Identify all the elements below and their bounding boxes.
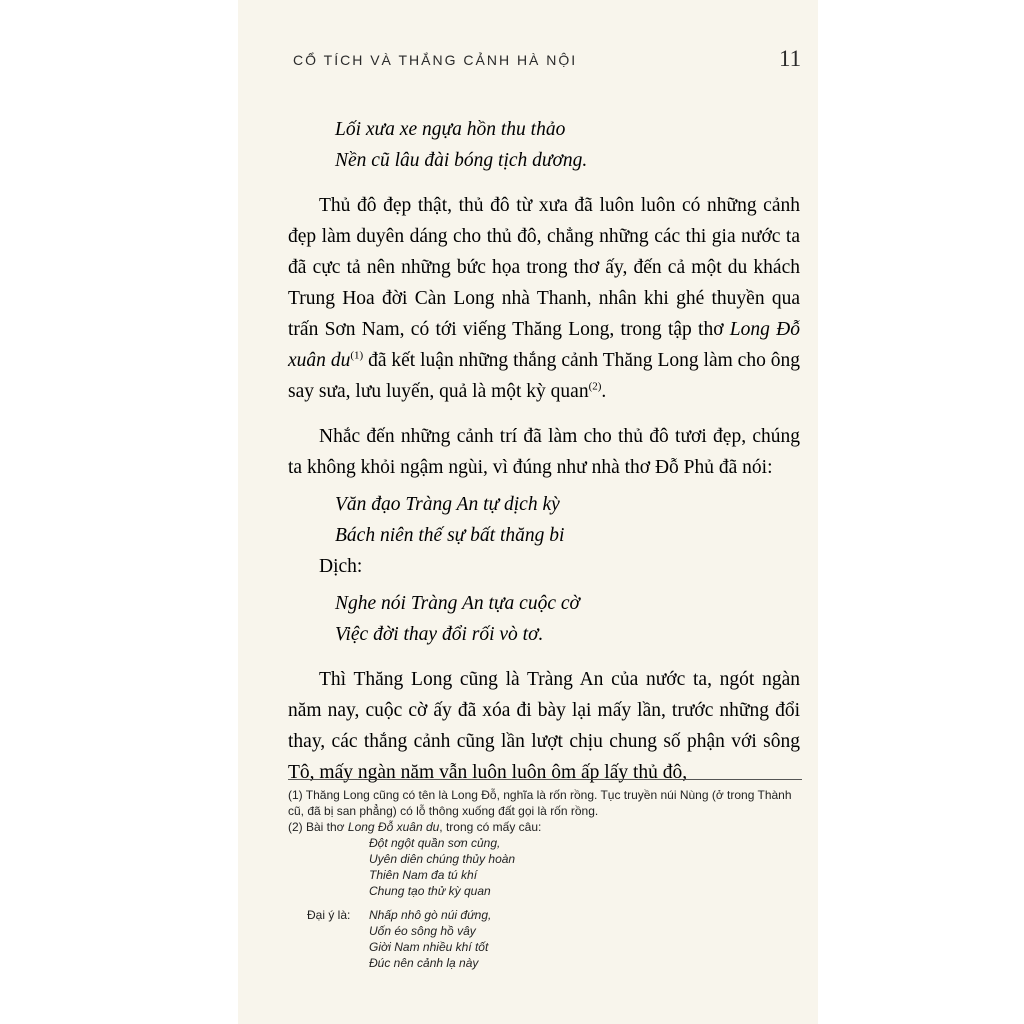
verse-line: Uốn éo sông hồ vây [369,924,476,938]
footnote-verse [288,835,804,899]
verse-line: Nghe nói Tràng An tựa cuộc cờ [335,593,580,614]
footnote-divider [288,779,802,780]
paragraph-text: . [601,381,607,402]
footnote-text: , trong có mấy câu: [439,820,542,834]
verse-line: Đúc nên cảnh lạ này [369,956,479,970]
page-number: 11 [779,46,802,71]
meaning-label: Đại ý là: [307,908,351,922]
footnote-text: (2) Bài thơ [288,820,348,834]
verse-line: Thiên Nam đa tú khí [369,868,478,882]
running-header [293,46,863,76]
footnote-2 [288,819,804,835]
running-title: CỔ TÍCH VÀ THẮNG CẢNH HÀ NỘI [293,52,578,68]
verse-line: Lối xưa xe ngựa hồn thu thảo [335,119,566,140]
footnote-ref-1[interactable]: (1) [350,349,364,362]
paragraph-1 [288,190,800,407]
footnote-1: (1) Thăng Long cũng có tên là Long Đỗ, nghĩa là rốn rồng. Tục truyền núi Nùng (ở trong Thành cũ, đã bị san phẳng) có lỗ thông xuống đất gọi là rốn rồng. [288,788,792,818]
paragraph-2: Nhắc đến những cảnh trí đã làm cho thủ đô tươi đẹp, chúng ta không khỏi ngậm ngùi, vì đúng như nhà thơ Đỗ Phủ đã nói: [288,426,800,478]
meaning-verse [369,907,491,971]
verse-line: Bách niên thế sự bất thăng bi [335,525,565,546]
footnotes [288,787,804,971]
verse-line: Nhấp nhô gò núi đứng, [369,908,492,922]
verse-line: Nền cũ lâu đài bóng tịch dương. [335,150,588,171]
verse-line: Uyên diên chúng thủy hoàn [369,852,516,866]
paragraph-text: đã kết luận những thắng cảnh Thăng Long làm cho ông say sưa, lưu luyến, quả là một kỳ quan [288,350,800,402]
verse-line: Việc đời thay đổi rối vò tơ. [335,624,544,645]
paragraph-text: Thủ đô đẹp thật, thủ đô từ xưa đã luôn luôn có những cảnh đẹp làm duyên dáng cho thủ đô, chẳng những các thi gia nước ta đã cực tả nên những bức họa trong thơ ấy, đến cả một du khách Trung Hoa đời Càn Long nhà Thanh, nhân khi ghé thuyền qua trấn Sơn Nam, có tới viếng Thăng Long, trong tập thơ [288,195,800,340]
main-text [288,114,800,788]
verse-quote-2 [288,489,800,551]
footnote-poem-title: Long Đỗ xuân du [347,820,440,834]
poem-title: Long Đỗ xuân du [288,319,800,371]
verse-line: Đột ngột quần sơn củng, [369,836,501,850]
verse-quote-3 [288,588,800,650]
verse-quote-1 [288,114,800,176]
verse-line: Chung tạo thử kỳ quan [369,884,491,898]
paragraph-3: Thì Thăng Long cũng là Tràng An của nước ta, ngót ngàn năm nay, cuộc cờ ấy đã xóa đi bày lại mấy lần, trước những đổi thay, các thắng cảnh cũng lần lượt chịu chung số phận với sông Tô, mấy ngàn năm vẫn luôn luôn ôm ấp lấy thủ đô, [288,669,800,783]
verse-line: Văn đạo Tràng An tự dịch kỳ [335,494,560,515]
footnote-ref-2[interactable]: (2) [588,380,602,393]
translation-label: Dịch: [319,556,363,577]
verse-line: Giời Nam nhiều khí tốt [369,940,489,954]
footnote-meaning [288,907,804,971]
